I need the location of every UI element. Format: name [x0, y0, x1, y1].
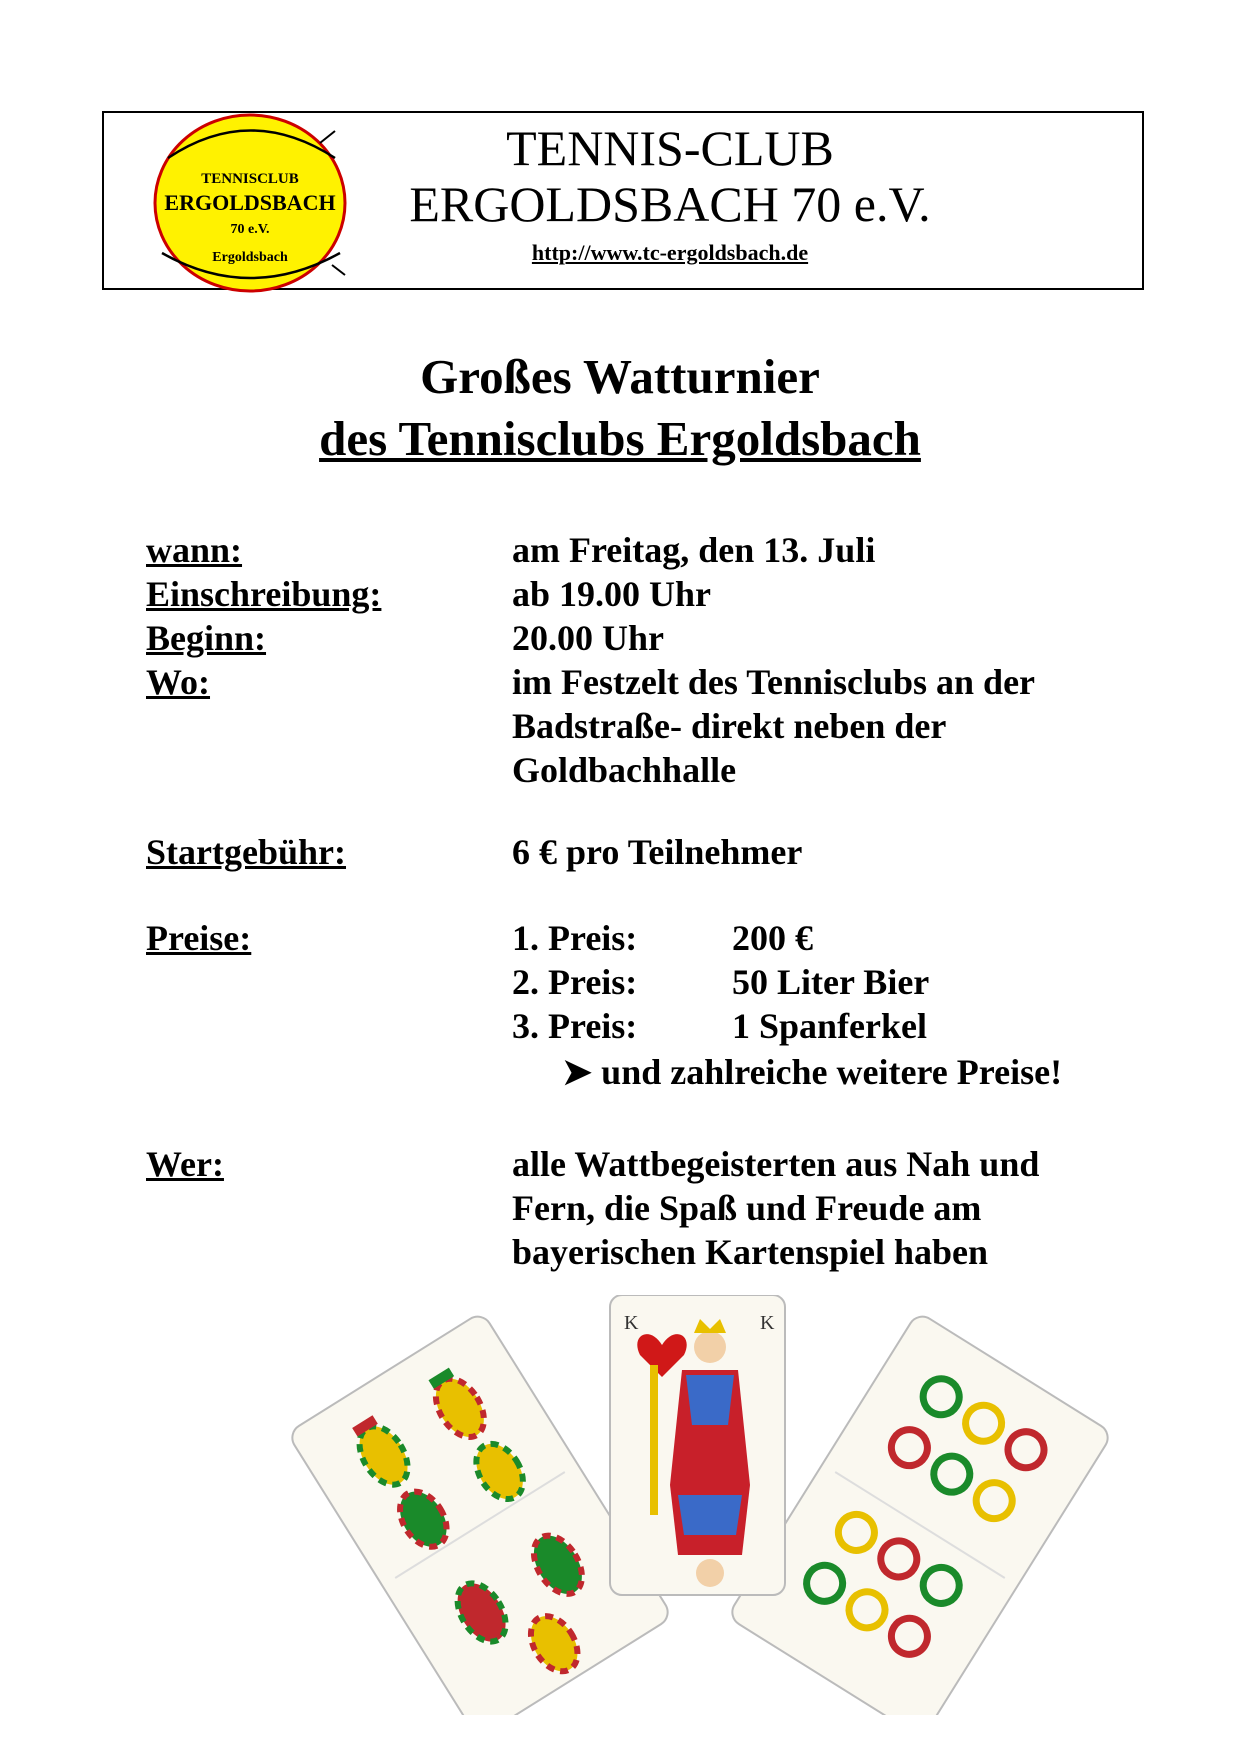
page-subtitle: des Tennisclubs Ergoldsbach [319, 411, 921, 466]
startgebuehr-value: 6 € pro Teilnehmer [512, 832, 803, 872]
prize-place-2: 2. Preis: [512, 962, 638, 1002]
wann-value: am Freitag, den 13. Juli [512, 530, 876, 570]
playing-cards-illustration [290, 1295, 1110, 1715]
more-prizes-text: und zahlreiche weitere Preise! [601, 1052, 1063, 1092]
wer-label: Wer: [146, 1144, 224, 1184]
wann-label: wann: [146, 530, 243, 570]
preise-label: Preise: [146, 918, 252, 958]
startgebuehr-label: Startgebühr: [146, 832, 346, 872]
king-of-hearts-card [610, 1295, 785, 1595]
wer-line-1: alle Wattbegeisterten aus Nah und [512, 1144, 1040, 1184]
logo-line4: Ergoldsbach [212, 250, 288, 265]
logo-line2: ERGOLDSBACH [164, 190, 336, 215]
king-corner-left: K [624, 1312, 639, 1334]
club-logo [140, 113, 360, 298]
wer-line-2: Fern, die Spaß und Freude am [512, 1188, 982, 1228]
page-title: Großes Watturnier [420, 349, 820, 404]
prize-value-3: 1 Spanferkel [732, 1006, 928, 1046]
einschreibung-label: Einschreibung: [146, 574, 382, 614]
club-name [370, 120, 970, 232]
wo-line-3: Goldbachhalle [512, 750, 737, 790]
wer-line-3: bayerischen Kartenspiel haben [512, 1232, 989, 1272]
more-prizes [562, 1050, 1062, 1094]
beginn-label: Beginn: [146, 618, 267, 658]
king-corner-right: K [760, 1312, 775, 1334]
club-url-link[interactable]: http://www.tc-ergoldsbach.de [531, 240, 809, 265]
prize-place-3: 3. Preis: [512, 1006, 638, 1046]
wo-label: Wo: [146, 662, 211, 702]
arrow-bullet-icon: ➤ [562, 1052, 593, 1092]
prize-place-1: 1. Preis: [512, 918, 638, 958]
club-name-line1: TENNIS-CLUB [506, 120, 834, 176]
einschreibung-value: ab 19.00 Uhr [512, 574, 712, 614]
wo-line-1: im Festzelt des Tennisclubs an der [512, 662, 1036, 702]
club-name-line2: ERGOLDSBACH 70 e.V. [409, 176, 931, 232]
logo-line3: 70 e.V. [230, 222, 270, 237]
logo-line1: TENNISCLUB [201, 171, 299, 187]
prize-value-1: 200 € [732, 918, 813, 958]
wo-line-2: Badstraße- direkt neben der [512, 706, 947, 746]
beginn-value: 20.00 Uhr [512, 618, 664, 658]
prize-value-2: 50 Liter Bier [732, 962, 930, 1002]
